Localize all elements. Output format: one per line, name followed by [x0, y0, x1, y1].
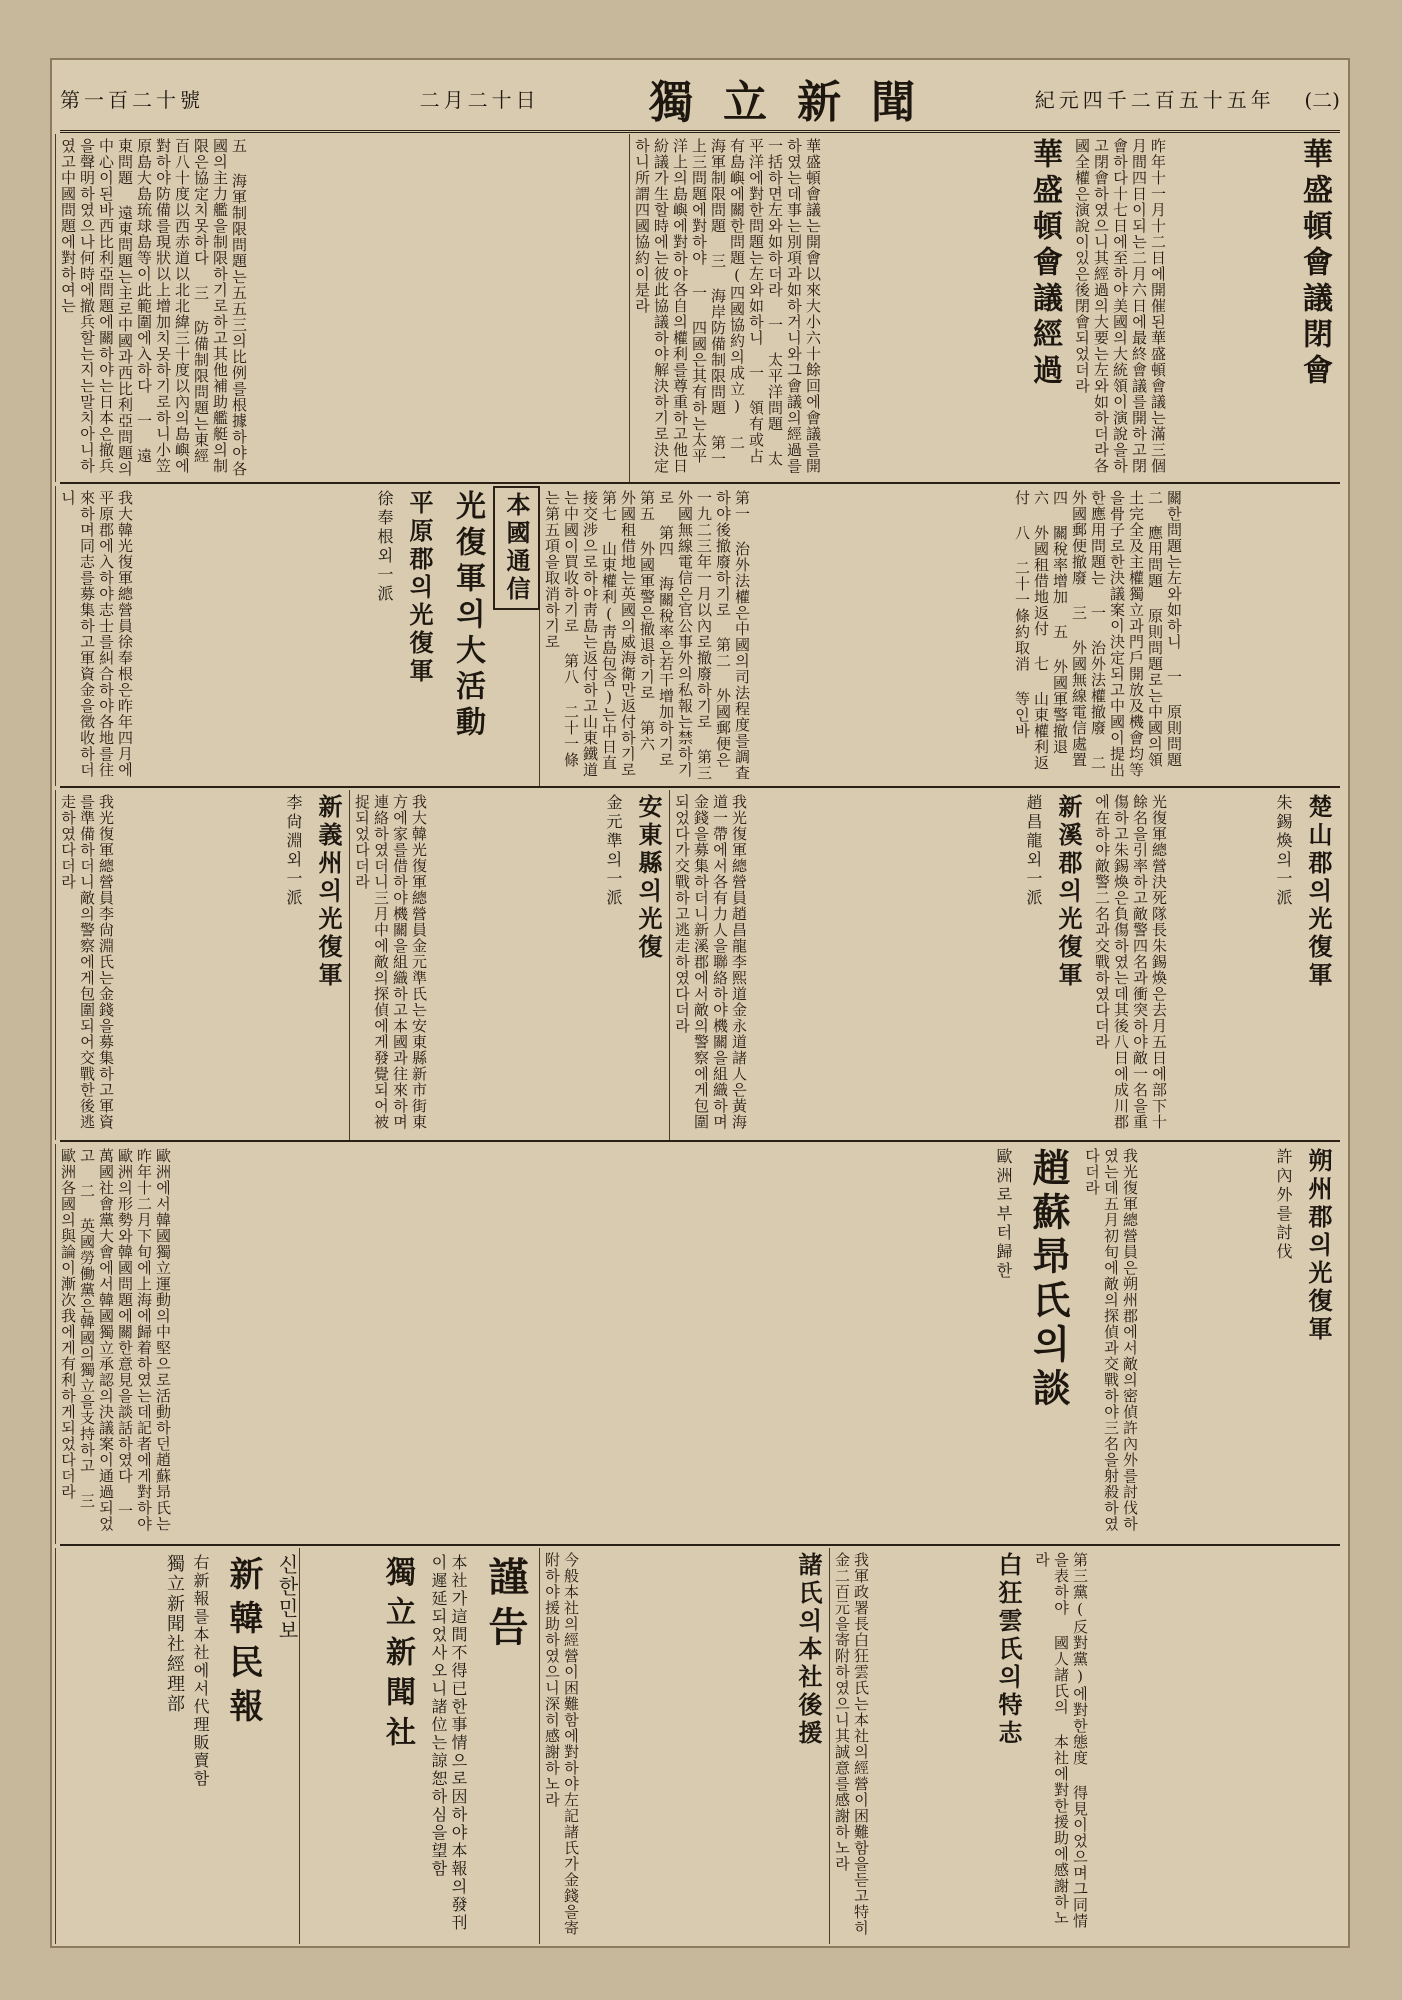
article-shanghai-detail: [539, 486, 1010, 786]
issue-number: 第一百二十號: [60, 87, 204, 112]
article-bottom-korea: [539, 1548, 830, 1944]
byline: 金元準의一派: [604, 794, 623, 908]
article-text: 歐洲에서韓國獨立運動의中堅으로活動하던趙蘇昻氏는昨年十二月下旬에上海에歸着하였는데記者에게對하야歐洲의形勢와韓國問題에關한意見을談話하였다 一 萬國社會黨大會에서韓國獨立承認의決議案이通過되었고 二 英國勞働黨은韓國의獨立을支持하고 三 歐洲各國의與論이漸次我에게有利하게되었다더라: [59, 1148, 172, 1532]
headline: 光復軍의大活動: [450, 490, 485, 742]
announcement-headline: 謹告: [482, 1556, 529, 1656]
ad-agent: 獨立新聞社經理部: [164, 1554, 185, 1714]
ad-headline: 新韓民報: [223, 1556, 263, 1732]
headline: 楚山郡의光復軍: [1304, 794, 1333, 990]
article-shanghai-list: [1010, 486, 1340, 786]
article-text: 我光復軍總營員은朔州郡에서敵의密偵許內外를討伐하였는데五月初旬에敵의探偵과交戰하야三名을射殺하였다더라: [1083, 1148, 1139, 1532]
byline: 徐奉根외一派: [375, 490, 394, 604]
article-korea-news: [55, 486, 540, 786]
article-chinsan-army: [669, 790, 1090, 1140]
tier-4: [60, 1144, 1340, 1546]
byline: 許內外를討伐: [1274, 1148, 1293, 1262]
article-text: 關한問題는左와如하니 一 原則問題 二 應用問題 原則問題로는中國의領土完全及主權獨立과門戶開放及機會均等을骨子로한決議案이決定되고中國이提出한應用問題는 一 治外法權撤廢 二 外國郵便撤廢 三 外國無線電信處置 四 關稅率增加 五 外國軍警撤退 六 外國租借地返付 七 山東權利返付 八 二十一條約取消 等인바: [1013, 490, 1183, 778]
announcement-text: 本社가這間不得已한事情으로因하야本報의發刊이遲延되었사오니諸位는諒恕하심을望함: [429, 1554, 468, 1932]
issue-date: 二月二十日: [419, 87, 540, 112]
article-text: 我大韓光復軍總營員金元準氏는安東縣新市街東方에家를借하야機關을組織하고本國과往來하며連絡하였더니三月中에敵의探偵에게發覺되어被捉되었다더라: [353, 794, 428, 1130]
subheadline: 歐洲로부터歸한: [994, 1148, 1013, 1281]
article-text: 昨年十一月十二日에開催된華盛頓會議는滿三個月間四日이되는二月六日에最終會議를開하고閉會하다十七日에至하야美國의大統領이演說을하고閉會하였으니其經過의大要는左와如하더라各國全權은演說이있은後閉會되었더라: [1073, 138, 1167, 474]
page-number: (二): [1304, 87, 1340, 112]
article-text: 我軍政署長白狂雲氏는本社의經營이困難함을듣고特히金二百元을寄附하였으니其誠意를感謝하노라: [833, 1552, 870, 1936]
article-hankul-news: [829, 1548, 1030, 1944]
article-paris-report: [55, 1144, 1080, 1544]
article-suan-army: [1080, 1144, 1340, 1544]
masthead: [60, 66, 1340, 133]
headline: 新溪郡의光復軍: [1054, 794, 1083, 990]
tier-2: [60, 486, 1340, 788]
article-chosan-operations: [1090, 790, 1340, 1140]
article-andong-army: [349, 790, 670, 1140]
article-text: 五 海軍制限問題는五五三의比例를根據하야各國의主力艦을制限하기로하고其他補助艦艇의制限은協定치못하다 三 防備制限問題는東經百八十度以西赤道以北北緯三十度以內의島嶼에對하야防備를現狀以上增加치못하기로하니小笠原島大島琉球島等이此範圍에入하다 一 遠東問題 遠東問題는主로中國과西比利亞問題의中心이된바西比利亞問題에關하야는日本은撤兵을聲明하였으나何時에撤兵할는지는말치아니하였고中國問題에對하여는: [59, 138, 248, 477]
article-text: 第三黨(反對黨)에對한態度 得見이었으며그同情을表하야 國人諸氏의 本社에對한援助에感謝하노라: [1033, 1552, 1089, 1929]
byline: 李尙淵외一派: [284, 794, 303, 908]
article-text: 華盛頓會議는開會以來大小六十餘回에會議를開하였는데事는別項과如하거니와그會議의經過를一括하면左와如하더라 一 太平洋問題 太平洋에對한問題는左와如하니 一 領有或占有島嶼에關한問題(四國協約의成立) 二 海軍制限問題 三 海岸防備制限問題 第一 上三問題에對하야 一 四國은其有하는太平洋上의島嶼에對하야各自의權利를尊重하고他日紛議가生할時에는彼此協議하야解決하기로決定하니所謂四國協約이是라: [633, 138, 822, 474]
headline: 華盛頓會議經過: [1027, 138, 1062, 390]
article-text: 我大韓光復軍總營員徐奉根은昨年四月에平原郡에入하야志士를糾合하야各地를往來하며同志를募集하고軍資金을徵收하더니: [59, 490, 134, 778]
headline: 華盛頓會議閉會: [1297, 138, 1332, 390]
headline: 新義州의光復軍: [314, 794, 343, 990]
section-label: 本國通信: [493, 486, 540, 610]
era-year: 紀元四千二百五十五年: [1034, 87, 1275, 112]
article-text: 今般本社의經營이困難함에對하야左記諸氏가金錢을寄附하야援助하였으니深히感謝하노라: [543, 1552, 580, 1936]
headline: 趙蘇昻氏의談: [1026, 1148, 1071, 1412]
subheadline: 平原郡의光復軍: [405, 490, 434, 686]
headline: 諸氏의本社後援: [794, 1552, 823, 1748]
ad-subheadline: 신한민보: [275, 1554, 299, 1642]
byline: 趙昌龍외一派: [1024, 794, 1043, 908]
article-text: 我光復軍總營員趙昌龍李熙道金永道諸人은黃海道一帶에서各有力人을聯絡하야機關을組織하며金錢을募集하더니新溪郡에서敵의警察에게包圍되었다가交戰하고逃走하였다더라: [673, 794, 748, 1130]
announcement-box: [299, 1548, 540, 1944]
tier-5: [60, 1548, 1340, 1944]
tier-1: [60, 134, 1340, 484]
article-far-east: [55, 134, 630, 482]
article-conference-close: [1070, 134, 1340, 482]
article-conference-progress: [629, 134, 1070, 482]
article-text: 第一 治外法權은中國의司法程度를調査하야後撤廢하기로 第二 外國郵便은一九二三年一月以內로撤廢하기로 第三 外國無線電信은官公事外의私報는禁하기로 第四 海關稅率은若干增加하기로 第五 外國軍警은撤退하기로 第六 外國租借地는英國의威海衛만返付하기로 第七 山東權利(靑島包含)는中日直接交涉으로하야靑島는返付하고山東鐵道는中國이買收하기로 第八 二十一條는第五項을取消하기로: [543, 490, 751, 781]
announcement-publisher: 獨立新聞社: [380, 1556, 415, 1756]
article-text: 光復軍總營決死隊長朱錫煥은去月五日에部下十餘名을引率하고敵警四名과衝突하야敵一名을重傷하고朱錫煥은負傷하였는데其後八日에成川郡에在하야敵警二名과交戰하였다더라: [1093, 794, 1168, 1130]
headline: 安東縣의光復: [634, 794, 663, 962]
byline: 朱錫煥의一派: [1274, 794, 1293, 908]
headline: 白狂雲氏의特志: [994, 1552, 1023, 1748]
article-mixed-reports: [1030, 1548, 1340, 1944]
tier-3: [60, 790, 1340, 1142]
ad-text: 右新報를本社에서代理販賣함: [191, 1554, 210, 1788]
headline: 朔州郡의光復軍: [1304, 1148, 1333, 1344]
article-uiju-army: [55, 790, 350, 1140]
newspaper-page: [50, 58, 1350, 1948]
advertisement-box: [55, 1548, 300, 1944]
newspaper-name: 獨立新聞: [649, 77, 946, 128]
article-text: 我光復軍總營員李尙淵氏는金錢을募集하고軍資를準備하더니敵의警察에게包圍되어交戰한後逃走하였다더라: [59, 794, 115, 1130]
